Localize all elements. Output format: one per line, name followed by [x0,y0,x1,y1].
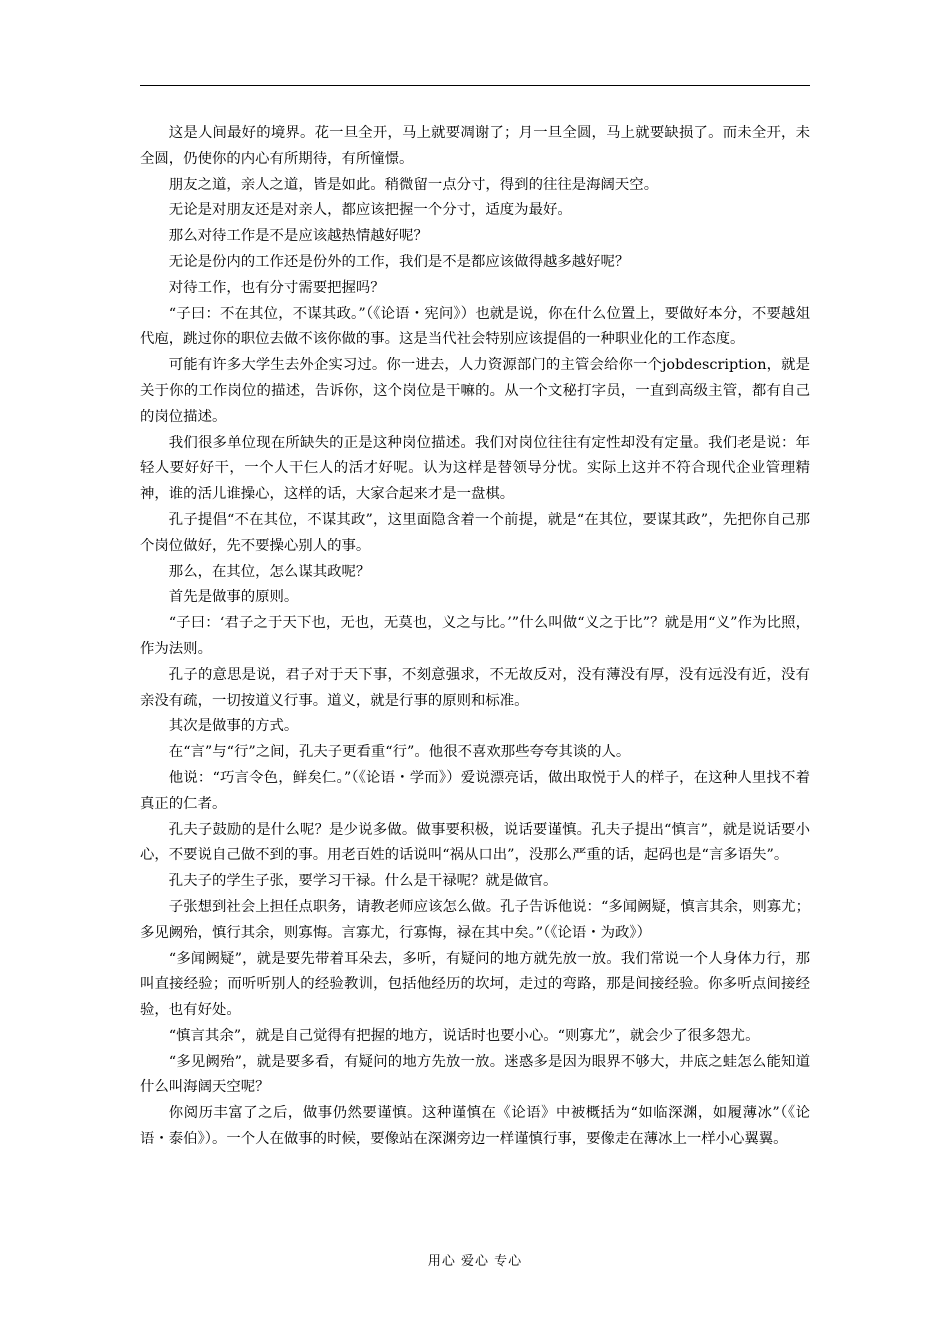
page-footer: 用心 爱心 专心 [427,1254,523,1269]
paragraph: “多闻阙疑”，就是要先带着耳朵去，多听，有疑问的地方就先放一放。我们常说一个人身体力行，那叫直接经验；而听听别人的经验教训，包括他经历的坎坷，走过的弯路，那是间接经验。你多听点间接经验，也有好处。 [140,950,810,1019]
paragraph: 孔子提倡“不在其位，不谋其政”，这里面隐含着一个前提，就是“在其位，要谋其政”，先把你自己那个岗位做好，先不要操心别人的事。 [140,511,810,554]
paragraph: 那么，在其位，怎么谋其政呢？ [168,563,371,580]
paragraph: “子曰：不在其位，不谋其政。”（《论语・宪问》）也就是说，你在什么位置上，要做好本分，不要越俎代庖，跳过你的职位去做不该你做的事。这是当代社会特别应该提倡的一种职业化的工作态度。 [140,305,810,348]
paragraph: 这是人间最好的境界。花一旦全开，马上就要凋谢了；月一旦全圆，马上就要缺损了。而未全开，未全圆，仍使你的内心有所期待，有所憧憬。 [140,125,810,167]
paragraph: 孔夫子的学生子张，要学习干禄。什么是干禄呢？就是做官。 [168,873,558,890]
paragraph: 无论是份内的工作还是份外的工作，我们是不是都应该做得越多越好呢？ [168,253,630,270]
paragraph: 对待工作，也有分寸需要把握吗？ [168,279,385,296]
paragraph: “慎言其余”，就是自己觉得有把握的地方，说话时也要小心。“则寡尤”，就会少了很多怨尤。 [168,1027,760,1044]
paragraph: 我们很多单位现在所缺失的正是这种岗位描述。我们对岗位往往有定性却没有定量。我们老是说：年轻人要好好干，一个人干仨人的活才好呢。认为这样是替领导分忧。实际上这并不符合现代企业管理精神，谁的活儿谁操心，这样的话，大家合起来才是一盘棋。 [140,434,810,503]
paragraph: 朋友之道，亲人之道，皆是如此。稍微留一点分寸，得到的往往是海阔天空。 [168,176,659,193]
paragraph: 孔子的意思是说，君子对于天下事，不刻意强求，不无故反对，没有薄没有厚，没有远没有近，没有亲没有疏，一切按道义行事。道义，就是行事的原则和标准。 [140,666,810,709]
paragraph: 孔夫子鼓励的是什么呢？是少说多做。做事要积极，说话要谨慎。孔夫子提出“慎言”，就是说话要小心，不要说自己做不到的事。用老百姓的话说叫“祸从口出”，没那么严重的话，起码也是“言多语失”。 [140,821,810,864]
paragraph: “多见阙殆”，就是要多看，有疑问的地方先放一放。迷惑多是因为眼界不够大，井底之蛙怎么能知道什么叫海阔天空呢？ [140,1053,810,1096]
paragraph: 其次是做事的方式。 [168,718,299,735]
paragraph: 他说：“巧言令色，鲜矣仁。”（《论语・学而》）爱说漂亮话，做出取悦于人的样子，在这种人里找不着真正的仁者。 [140,769,810,812]
paragraph: 子张想到社会上担任点职务，请教老师应该怎么做。孔子告诉他说：“多闻阙疑，慎言其余，则寡尤；多见阙殆，慎行其余，则寡悔。言寡尤，行寡悔，禄在其中矣。”（《论语・为政》） [140,898,810,941]
header-rule [140,85,810,86]
paragraph: 无论是对朋友还是对亲人，都应该把握一个分寸，适度为最好。 [168,202,572,219]
paragraph: 你阅历丰富了之后，做事仍然要谨慎。这种谨慎在《论语》中被概括为“如临深渊，如履薄冰”（《论语・泰伯》）。一个人在做事的时候，要像站在深渊旁边一样谨慎行事，要像走在薄冰上一样小心翼翼。 [140,1105,810,1148]
paragraph: 在“言”与“行”之间，孔夫子更看重“行”。他很不喜欢那些夸夸其谈的人。 [168,744,631,761]
paragraph: 可能有许多大学生去外企实习过。你一进去，人力资源部门的主管会给你一个jobdescription，就是关于你的工作岗位的描述，告诉你，这个岗位是干嘛的。从一个文秘打字员，一直到高级主管，都有自己的岗位描述。 [140,357,810,425]
paragraph: 首先是做事的原则。 [168,589,299,606]
document-body [140,121,810,1153]
paragraph: 那么对待工作是不是应该越热情越好呢？ [168,228,428,245]
paragraph: “子曰：‘君子之于天下也，无也，无莫也，义之与比。’”什么叫做“义之于比”？就是用“义”作为比照，作为法则。 [140,615,810,657]
